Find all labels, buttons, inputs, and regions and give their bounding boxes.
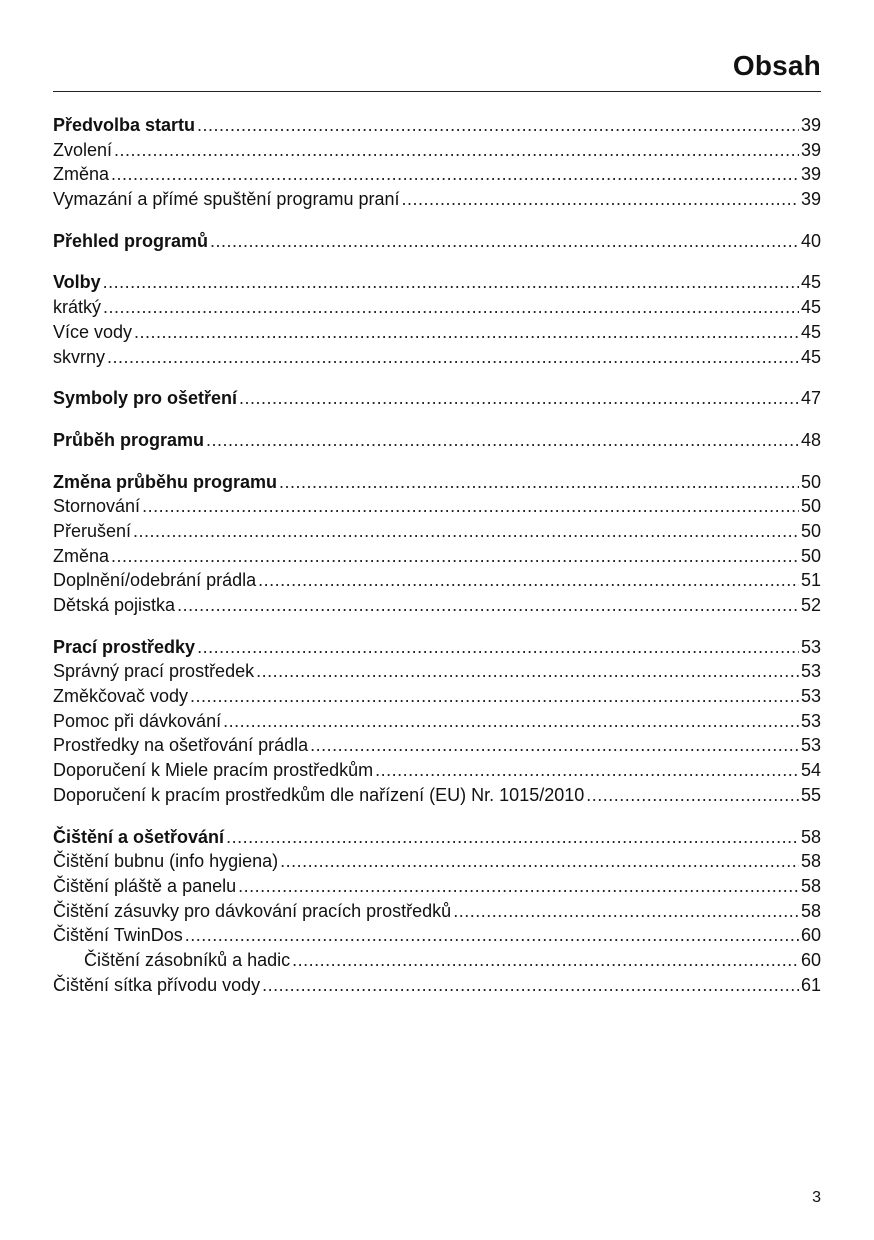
toc-entry-label: Čištění sítka přívodu vody [53,974,261,995]
toc-entry-page: 48 [800,429,821,450]
toc-entry-page: 39 [800,164,821,185]
dot-leader [114,138,799,163]
toc-entry-label: Volby [53,272,101,293]
toc-entry-page: 58 [800,900,821,921]
toc-entry[interactable] [53,758,821,783]
toc-section-heading[interactable] [53,386,821,411]
toc-entry-page: 54 [800,760,821,781]
toc-section [53,470,821,618]
toc-entry[interactable] [53,849,821,874]
toc-entry-label: Čištění pláště a panelu [53,875,237,896]
page-title: Obsah [732,50,821,81]
toc-entry-label: Čištění bubnu (info hygiena) [53,851,279,872]
toc-entry[interactable] [53,162,821,187]
page-number: 3 [812,1189,821,1206]
toc-entry-page: 39 [800,139,821,160]
toc-entry-page: 52 [800,595,821,615]
toc-entry-label: Stornování [53,496,141,517]
dot-leader [103,295,799,320]
toc-entry-page: 58 [800,826,821,847]
toc-entry-page: 45 [800,272,821,293]
toc-section-heading[interactable] [53,825,821,850]
toc-entry-page: 47 [800,388,821,409]
dot-leader [134,320,799,345]
toc-entry[interactable] [53,494,821,519]
dot-leader [177,593,799,618]
dot-leader [258,568,799,593]
dot-leader [103,270,799,295]
toc-entry-page: 50 [800,545,821,566]
toc-entry-label: Správný prací prostředek [53,661,255,682]
toc-entry-label: Doporučení k Miele pracím prostředkům [53,760,374,781]
toc-entry-label: Doplnění/odebrání prádla [53,570,257,591]
dot-leader [453,899,799,924]
toc-entry[interactable] [53,295,821,320]
toc-entry-label: Doporučení k pracím prostředkům dle nařízení (EU) Nr. 1015/2010 [53,784,585,805]
toc-entry-label: Změna [53,164,110,185]
toc-section [53,229,821,254]
toc-entry[interactable] [53,733,821,758]
toc-entry-label: krátký [53,297,102,318]
toc-entry-label: Pomoc při dávkování [53,710,222,731]
table-of-contents [53,113,821,1014]
dot-leader [223,709,799,734]
toc-entry-label: Prací prostředky [53,636,196,657]
toc-entry[interactable] [53,138,821,163]
toc-entry[interactable] [53,345,821,370]
dot-leader [226,825,799,850]
toc-entry[interactable] [53,874,821,899]
toc-entry-page: 45 [800,297,821,318]
dot-leader [262,973,799,998]
toc-section-heading[interactable] [53,270,821,295]
toc-entry-page: 53 [800,686,821,707]
toc-entry-page: 45 [800,346,821,367]
toc-entry-label: Zvolení [53,139,113,160]
toc-section-heading[interactable] [53,635,821,660]
toc-entry-label: Předvolba startu [53,115,196,135]
toc-entry[interactable] [53,544,821,569]
toc-entry-label: Čištění a ošetřování [53,826,225,847]
toc-entry[interactable] [53,519,821,544]
toc-entry-label: Změna [53,545,110,566]
toc-entry-page: 53 [800,710,821,731]
dot-leader [238,874,799,899]
dot-leader [586,783,799,808]
toc-entry[interactable] [53,593,821,618]
toc-section-heading[interactable] [53,428,821,453]
toc-section-heading[interactable] [53,113,821,138]
toc-entry-label: Čištění zásuvky pro dávkování pracích prostředků [53,900,452,921]
toc-entry-page: 51 [800,570,821,591]
dot-leader [197,635,799,660]
toc-entry-page: 58 [800,851,821,872]
toc-entry[interactable] [53,973,821,998]
toc-entry-label: Průběh programu [53,429,205,450]
toc-section [53,635,821,808]
toc-section [53,386,821,411]
toc-entry-page: 53 [800,636,821,657]
toc-entry[interactable] [53,923,821,948]
dot-leader [292,948,799,973]
dot-leader [142,494,799,519]
toc-entry[interactable] [53,568,821,593]
dot-leader [111,544,799,569]
toc-entry-page: 39 [800,189,821,210]
toc-entry[interactable] [53,187,821,212]
dot-leader [185,923,799,948]
toc-entry[interactable] [53,783,821,808]
toc-entry-page: 45 [800,321,821,342]
dot-leader [402,187,799,212]
toc-entry[interactable] [53,659,821,684]
dot-leader [375,758,799,783]
toc-entry-page: 50 [800,496,821,517]
toc-entry[interactable] [53,899,821,924]
dot-leader [239,386,799,411]
dot-leader [190,684,799,709]
dot-leader [210,229,799,254]
dot-leader [197,113,799,138]
toc-entry-page: 39 [800,115,821,135]
dot-leader [133,519,799,544]
dot-leader [279,470,799,495]
dot-leader [280,849,799,874]
toc-entry-label: Prostředky na ošetřování prádla [53,735,309,756]
toc-entry-page: 53 [800,661,821,682]
dot-leader [256,659,799,684]
title-divider [53,91,821,92]
toc-entry-label: Přehled programů [53,230,209,251]
toc-entry-label: Dětská pojistka [53,595,176,615]
toc-entry-page: 50 [800,471,821,492]
dot-leader [310,733,799,758]
dot-leader [107,345,799,370]
toc-entry-page: 55 [800,784,821,805]
toc-section [53,270,821,369]
toc-entry-page: 50 [800,520,821,541]
toc-section [53,825,821,998]
toc-section-heading[interactable] [53,229,821,254]
dot-leader [206,428,799,453]
toc-entry-label: Změna průběhu programu [53,471,278,492]
toc-entry-label: Více vody [53,321,133,342]
toc-entry-page: 60 [800,925,821,946]
dot-leader [111,162,799,187]
toc-entry[interactable] [53,948,821,973]
toc-section [53,428,821,453]
toc-section [53,113,821,212]
toc-entry-label: Přerušení [53,520,132,541]
toc-entry[interactable] [53,684,821,709]
toc-entry-page: 61 [800,974,821,995]
toc-entry[interactable] [53,320,821,345]
toc-entry-label: Čištění zásobníků a hadic [84,949,291,970]
toc-entry-label: Změkčovač vody [53,686,189,707]
toc-entry-label: Vymazání a přímé spuštění programu praní [53,189,400,210]
toc-entry-page: 60 [800,949,821,970]
toc-entry-label: Symboly pro ošetření [53,388,238,409]
toc-entry-label: Čištění TwinDos [53,925,183,946]
toc-entry[interactable] [53,709,821,734]
toc-entry-label: skvrny [53,346,106,367]
toc-entry-page: 53 [800,735,821,756]
toc-section-heading[interactable] [53,470,821,495]
toc-entry-page: 58 [800,875,821,896]
toc-entry-page: 40 [800,230,821,251]
